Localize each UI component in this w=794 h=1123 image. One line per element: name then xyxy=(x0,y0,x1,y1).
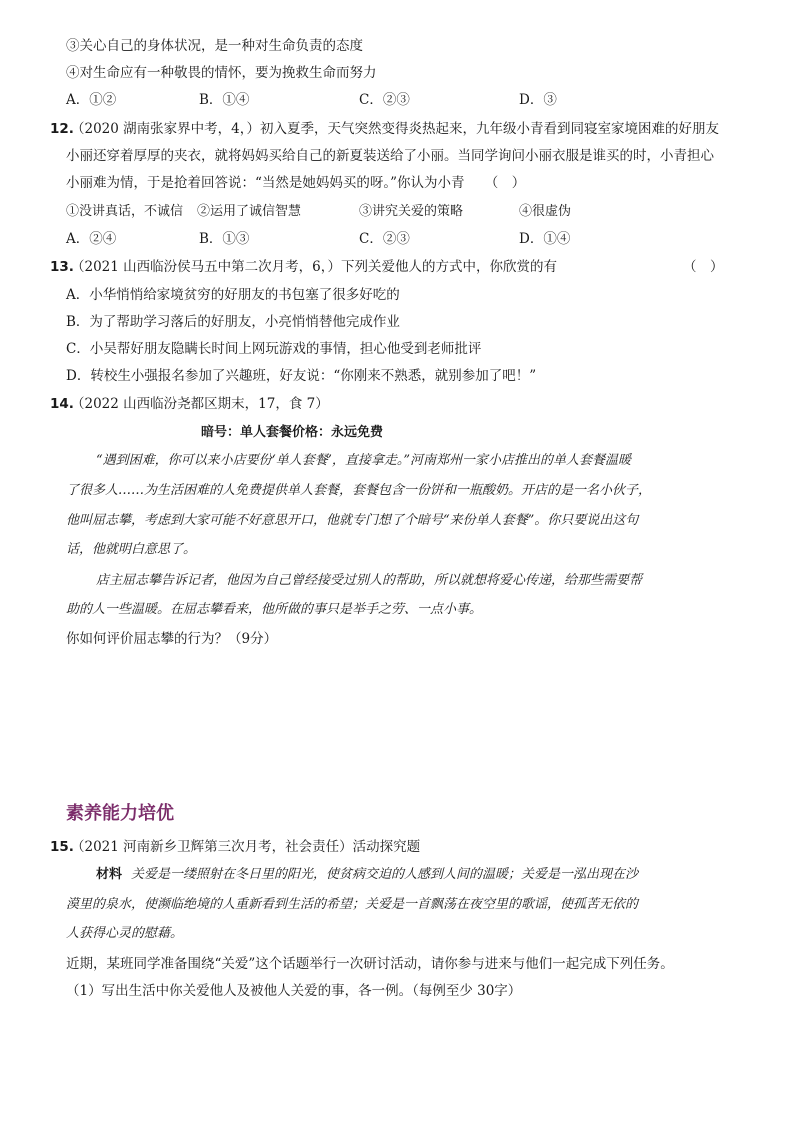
q12-number: 12. xyxy=(50,121,74,137)
q13-option-c: C．小吴帮好朋友隐瞒长时间上网玩游戏的事情，担心他受到老师批评 xyxy=(66,341,482,357)
q11-item-3: ③关心自己的身体状况，是一种对生命负责的态度 xyxy=(66,38,363,54)
q12-item-2: ②运用了诚信智慧 xyxy=(197,204,302,219)
q14-number: 14. xyxy=(50,396,74,412)
q15-material-label: 材料 xyxy=(96,867,123,882)
q13-option-a: A．小华悄悄给家境贫穷的好朋友的书包塞了很多好吃的 xyxy=(66,287,400,303)
q15-number: 15. xyxy=(50,839,74,855)
q15-material-line-2: 漠里的泉水，使濒临绝境的人重新看到生活的希望；关爱是一首飘荡在夜空里的歌谣，使孤苦无依的 xyxy=(66,897,639,912)
q15-task-1: （1）写出生活中你关爱他人及被他人关爱的事，各一例。（每例至少 30字） xyxy=(66,983,522,999)
q12-item-1: ①没讲真话，不诚信 xyxy=(66,204,184,219)
q11-option-b: B．①④ xyxy=(199,92,250,108)
q12-stem-line-1: （2020 湖南张家界中考，4，）初入夏季，天气突然变得炎热起来，九年级小青看到同寝室家境困难的好朋友 xyxy=(71,121,719,137)
q12-option-a: A．②④ xyxy=(66,231,117,247)
q13-option-b: B．为了帮助学习落后的好朋友，小亮悄悄替他完成作业 xyxy=(66,314,400,330)
q13-option-d: D．转校生小强报名参加了兴趣班，好友说：“你刚来不熟悉，就别参加了吧！” xyxy=(66,368,537,384)
q13-answer-bracket: （ ） xyxy=(683,259,724,275)
q15-material-line-1: 关爱是一缕照射在冬日里的阳光，使贫病交迫的人感到人间的温暖；关爱是一泓出现在沙 xyxy=(131,867,639,882)
q12-stem-line-3: 小丽难为情，于是抢着回答说：“当然是她妈妈买的呀。”你认为小青 （ ） xyxy=(66,175,526,191)
section-title: 素养能力培优 xyxy=(66,803,174,824)
q15-intro: 近期，某班同学准备围绕“关爱”这个话题举行一次研讨活动，请你参与进来与他们一起完成下列任务。 xyxy=(66,956,674,972)
q12-option-d: D．①④ xyxy=(519,231,571,247)
q12-item-4: ④很虚伪 xyxy=(519,204,572,219)
q13-stem: （2021 山西临汾侯马五中第二次月考，6，）下列关爱他人的方式中，你欣赏的有 xyxy=(71,259,557,275)
q14-p2-line-2: 助的人一些温暖。在屈志攀看来，他所做的事只是举手之劳、一点小事。 xyxy=(66,602,483,617)
q14-stem: （2022 山西临汾尧都区期末，17，食 7） xyxy=(71,396,329,412)
q11-option-d: D．③ xyxy=(519,92,557,108)
q13-number: 13. xyxy=(50,259,74,275)
q12-option-c: C．②③ xyxy=(359,231,410,247)
q14-p1-line-1: “遇到困难，你可以来小店要份‘单人套餐’，直接拿走。”河南郑州一家小店推出的单人套餐温暖 xyxy=(96,453,632,468)
q12-stem-line-2: 小丽还穿着厚厚的夹衣，就将妈妈买给自己的新夏装送给了小丽。当同学询问小丽衣服是谁买的时，小青担心 xyxy=(66,148,714,164)
q11-option-c: C．②③ xyxy=(359,92,410,108)
q12-item-3: ③讲究关爱的策略 xyxy=(359,204,464,219)
q11-option-a: A．①② xyxy=(66,92,117,108)
q15-material-line-3: 人获得心灵的慰藉。 xyxy=(66,926,184,941)
q14-p1-line-4: 话，他就明白意思了。 xyxy=(66,542,197,557)
q14-material-title: 暗号：单人套餐价格：永远免费 xyxy=(201,425,384,440)
q11-item-4: ④对生命应有一种敬畏的情怀，要为挽救生命而努力 xyxy=(66,65,377,81)
q14-p1-line-3: 他叫屈志攀，考虑到大家可能不好意思开口，他就专门想了个暗号“来份单人套餐”。你只要说出这句 xyxy=(66,513,639,528)
q12-option-b: B．①③ xyxy=(199,231,250,247)
q14-p2-line-1: 店主屈志攀告诉记者，他因为自己曾经接受过别人的帮助，所以就想将爱心传递，给那些需要帮 xyxy=(96,573,643,588)
q14-p1-line-2: 了很多人……为生活困难的人免费提供单人套餐，套餐包含一份饼和一瓶酸奶。开店的是一名小伙子， xyxy=(66,483,652,498)
q14-question: 你如何评价屈志攀的行为？（9分） xyxy=(66,631,278,647)
q15-stem: （2021 河南新乡卫辉第三次月考，社会责任）活动探究题 xyxy=(71,839,421,855)
